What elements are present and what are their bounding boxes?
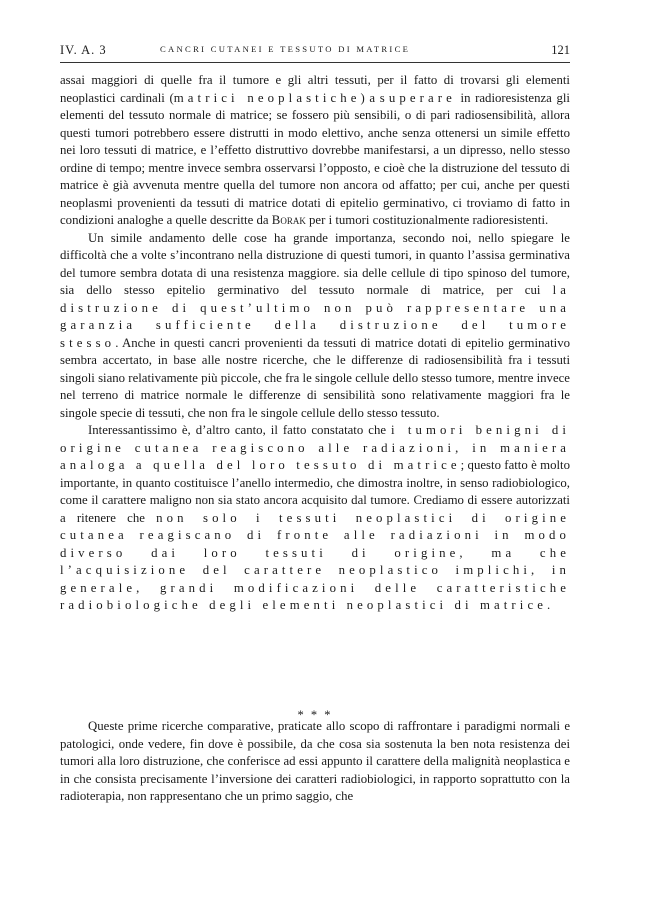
running-title: CANCRI CUTANEI E TESSUTO DI MATRICE — [160, 44, 411, 54]
paragraph-4: Queste prime ricerche comparative, praticate allo scopo di raffrontare i paradigmi normali e patologici, onde vedere, fin dove è possibile, da che cosa sia sostenuta la ben nota resistenza dei tumori alla loro distruzione, che conferisce ad essi appunto il carattere della malignità neoplastica e in che consista precisamente l’inversione dei caratteri radiobiologici, in rapporto soprattutto con la radioterapia, non rappresentano che un primo saggio, che — [60, 719, 570, 803]
running-header — [60, 43, 570, 63]
section-number: IV. A. 3 — [60, 43, 107, 57]
body-text-continued — [60, 718, 570, 806]
body-text — [60, 72, 570, 615]
section-separator: * * * — [297, 708, 333, 722]
paragraph-1 — [60, 72, 570, 230]
text-run: Un simile andamento delle cose ha grande importanza, secondo noi, nello spiegare le difficoltà che a volte s’incontrano nella distruzione di questi tumori, in quanto l’assisa germinativa del tumore sembra dotata di una resistenza maggiore. sia delle cellule di tipo spinoso del tumore, sia dello stesso epitelio germinativo del tessuto normale di matrice, per cui — [60, 230, 570, 297]
paragraph-3 — [60, 422, 570, 615]
text-run: per i tumori costituzionalmente radioresistenti. — [305, 213, 549, 227]
spaced-emphasis: non solo i tessuti neoplastici di origine cutanea reagiscano di fronte alle radiazioni in modo diverso dai loro tessuti di origine, ma che l’acquisizione del carattere neoplastico implichi, in generale, grandi modificazioni delle caratteristiche radiobiologiche degli elementi neoplastici di matrice — [60, 510, 570, 612]
header-rule — [60, 62, 570, 63]
paragraph-2 — [60, 230, 570, 423]
text-run: assai maggiori di quelle fra il tumore e gli altri tessuti, per il fatto di trovarsi gli elementi neoplastici cardinali ( — [60, 73, 570, 105]
text-run: . — [547, 598, 551, 612]
text-run: ) a — [360, 90, 380, 105]
text-run: Interessantissimo è, d’altro canto, il fatto constatato che — [88, 423, 392, 437]
author-name: Borak — [271, 213, 306, 227]
text-run: in radioresistenza gli elementi del tessuto normale di matrice; se fossero più sensibili, o di pari radiosensibilità, allora questi tumori potrebbero essere distrutti in modo elettivo, anche senza ottenersi un simile effetto nei loro tessuti di matrice, e l’effetto distruttivo dovrebbe manifestarsi, a un dipresso, nello stesso ordine di tempo; mentre invece sembra osservarsi l’opposto, e cioè che la distruzione del tessuto di matrice è già avvenuta mentre quella del tumore non ancora od affatto; per cui, anche per questi neoplasmi provenienti da tessuti di matrice dotati di epitelio germinativo, ci troviamo di fatto in condizioni analoghe a quelle descritte da — [60, 90, 570, 227]
spaced-emphasis: matrici neoplastiche — [173, 90, 361, 105]
spaced-emphasis: superare — [379, 90, 456, 105]
spaced-emphasis: i tumori benigni di origine cutanea reagiscono alle radiazioni, in maniera analoga a quella del loro tessuto di matrice — [60, 423, 570, 472]
page-number: 121 — [551, 43, 570, 57]
text-run: ; questo fatto è molto importante, in quanto costituisce l’anello intermedio, che dimostra inoltre, in senso radiobiologico, come il carattere maligno non sia stato ancora acquisito dal tumore. Crediamo di essere autorizzati a ritenere che — [60, 458, 570, 525]
text-run: . Anche in questi cancri provenienti da tessuti di matrice dotati di epitelio germinativo sembra accertato, in base alle nostre ricerche, che le differenze di radiosensibilità fra i tessuti singoli siano relativamente più piccole, che fra le singole cellule dello stesso tumore, mentre invece nel terreno di matrice normale le differenze di sensibilità sono relativamente maggiori fra le singole specie di tessuti, che non fra le singole cellule dello stesso tessuto. — [60, 335, 570, 420]
spaced-emphasis: la distruzione di quest’ultimo non può rappresentare una garanzia sufficiente della distruzione del tumore stesso — [60, 283, 570, 350]
